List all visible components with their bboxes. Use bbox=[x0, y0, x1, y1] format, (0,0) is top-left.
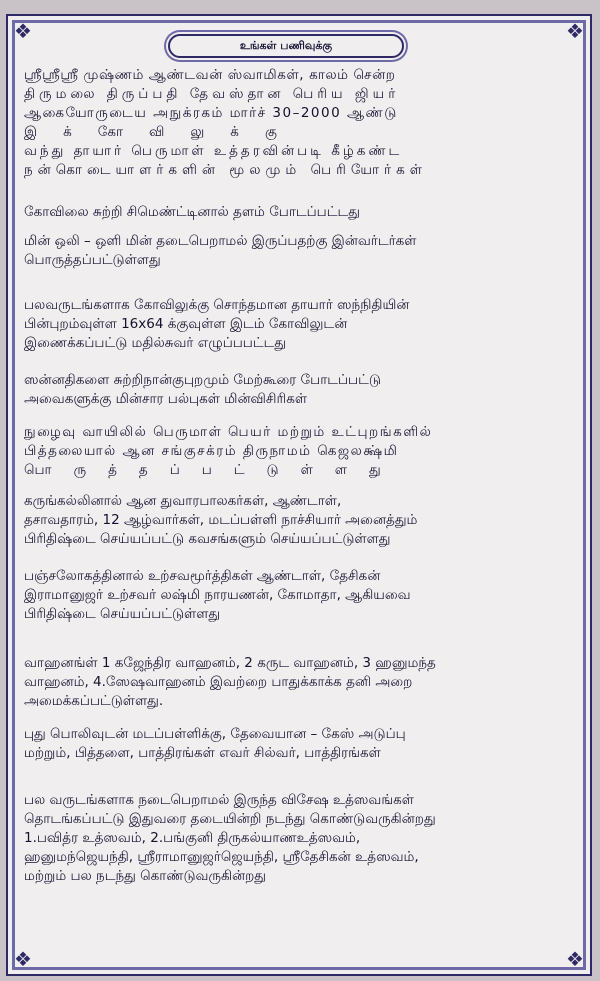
text-line: இக்கோவிலுக்கு bbox=[24, 124, 303, 140]
text-line: பிரிதிஷ்டை செய்யப்பட்டுள்ளது bbox=[24, 606, 221, 622]
text-line: மற்றும், பித்தளை, பாத்திரங்கள் எவர் சில்வர், பாத்திரங்கள் bbox=[24, 745, 381, 761]
text-line: அமைக்கப்பட்டுள்ளது. bbox=[24, 693, 164, 709]
title-banner bbox=[168, 34, 404, 58]
text-line: கோவிலை சுற்றி சிமெண்ட்டினால் தளம் போடப்பட்டது bbox=[24, 204, 360, 220]
text-line: வாஹனம், 4.ஸேஷவாஹனம் இவற்றை பாதுக்காக்க தனி அறை bbox=[24, 674, 413, 690]
text-line: திருமலை திருப்பதி தேவஸ்தான பெரிய ஜியர் bbox=[24, 86, 400, 102]
text-line: மற்றும் பல நடந்து கொண்டுவருகின்றது bbox=[24, 868, 267, 884]
text-line: 1.பவித்ர உத்ஸவம், 2.பங்குனி திருகல்யாணஉத்ஸவம், bbox=[24, 830, 361, 846]
text-line: பிரிதிஷ்டை செய்யப்பட்டு கவசங்களும் செய்யப்பட்டுள்ளது bbox=[24, 531, 391, 547]
paragraph-vahanams bbox=[24, 654, 582, 711]
text-line: மின் ஒலி – ஒளி மின் தடைபெறாமல் இருப்பதற்கு இன்வர்டர்கள் bbox=[24, 233, 417, 249]
text-line: புது பொலிவுடன் மடப்பள்ளிக்கு, தேவையான – கேஸ் அடுப்பு bbox=[24, 726, 406, 742]
text-line: வந்து தாயார் பெருமாள் உத்தரவின்படி கீழ்கண்ட bbox=[24, 143, 403, 159]
printed-notice-sheet bbox=[6, 14, 592, 976]
paragraph-utsava-murthis bbox=[24, 567, 582, 624]
paragraph-entrance bbox=[24, 423, 582, 480]
text-line: தசாவதாரம், 12 ஆழ்வார்கள், மடப்பள்ளி நாச்சியார் அனைத்தும் bbox=[24, 512, 418, 528]
paragraph-roofing bbox=[24, 371, 582, 409]
notice-body bbox=[24, 66, 582, 886]
text-line: பல வருடங்களாக நடைபெறாமல் இருந்த விசேஷ உத்ஸவங்கள் bbox=[24, 792, 414, 808]
text-line: ஸன்னதிகளை சுற்றிநான்குபுறமும் மேற்கூரை போடப்பட்டு bbox=[24, 372, 381, 388]
text-line: அவைகளுக்கு மின்சார பல்புகள் மின்விசிரிகள் bbox=[24, 391, 308, 407]
paragraph-blessing bbox=[24, 66, 582, 180]
text-line: ஸ்ரீஸ்ரீஸ்ரீ முஷ்ணம் ஆண்டவன் ஸ்வாமிகள், காலம் சென்ற bbox=[24, 67, 396, 83]
text-line: ஹனுமந்ஜெயந்தி, ஸ்ரீராமானுஜர்ஜெயந்தி, ஸ்ரீதேசிகன் உத்ஸவம், bbox=[24, 849, 419, 865]
paragraph-compound-wall bbox=[24, 296, 582, 353]
text-line: இராமானுஜர் உற்சவர் லஷ்மி நாரயணன், கோமாதா, ஆகியவை bbox=[24, 587, 411, 603]
text-line: பஞ்சலோகத்தினால் உற்சவமூர்த்திகள் ஆண்டாள், தேசிகன் bbox=[24, 568, 381, 584]
paragraph-inverters bbox=[24, 232, 582, 270]
text-line: பொருத்தப்பட்டுள்ளது bbox=[24, 252, 161, 268]
text-line: பொருத்தப்பட்டுள்ளது bbox=[24, 462, 403, 478]
text-line: ஆகையோருடைய அநுக்ரகம் மார்ச் 30–2000 ஆண்டு bbox=[24, 105, 398, 121]
corner-ornament-icon: ❖ bbox=[14, 947, 32, 971]
text-line: தொடங்கப்பட்டு இதுவரை தடையின்றி நடந்து கொண்டுவருகின்றது bbox=[24, 811, 436, 827]
text-line: வாஹனங்ள் 1 கஜேந்திர வாஹனம், 2 கருட வாஹனம், 3 ஹனுமந்த bbox=[24, 655, 436, 671]
paragraph-cement-floor bbox=[24, 203, 582, 222]
notice-heading: உங்கள் பணிவுக்கு bbox=[239, 39, 333, 52]
text-line: பலவருடங்களாக கோவிலுக்கு சொந்தமான தாயார் ஸந்நிதியின் bbox=[24, 297, 410, 313]
corner-ornament-icon: ❖ bbox=[566, 19, 584, 43]
paragraph-festivals bbox=[24, 791, 582, 886]
corner-ornament-icon: ❖ bbox=[14, 19, 32, 43]
text-line: நன்கொடையாளர்களின் மூலமும் பெரியோர்கள் bbox=[24, 162, 427, 178]
paragraph-kitchen bbox=[24, 725, 582, 763]
text-line: பின்புறம்வுள்ள 16x64 க்குவுள்ள இடம் கோவிலுடன் bbox=[24, 316, 348, 332]
text-line: நுழைவு வாயிலில் பெருமாள் பெயர் மற்றும் உட்புறங்களில் bbox=[24, 424, 433, 440]
corner-ornament-icon: ❖ bbox=[566, 947, 584, 971]
text-line: இணைக்கப்பட்டு மதில்சுவர் எழுப்பபட்டது bbox=[24, 335, 287, 351]
paragraph-stone-idols bbox=[24, 492, 582, 549]
text-line: கருங்கல்லினால் ஆன துவாரபாலகர்கள், ஆண்டாள், bbox=[24, 493, 342, 509]
text-line: பித்தலையால் ஆன சங்குசக்ரம் திருநாமம் கெஜலக்ஷ்மி bbox=[24, 443, 399, 459]
